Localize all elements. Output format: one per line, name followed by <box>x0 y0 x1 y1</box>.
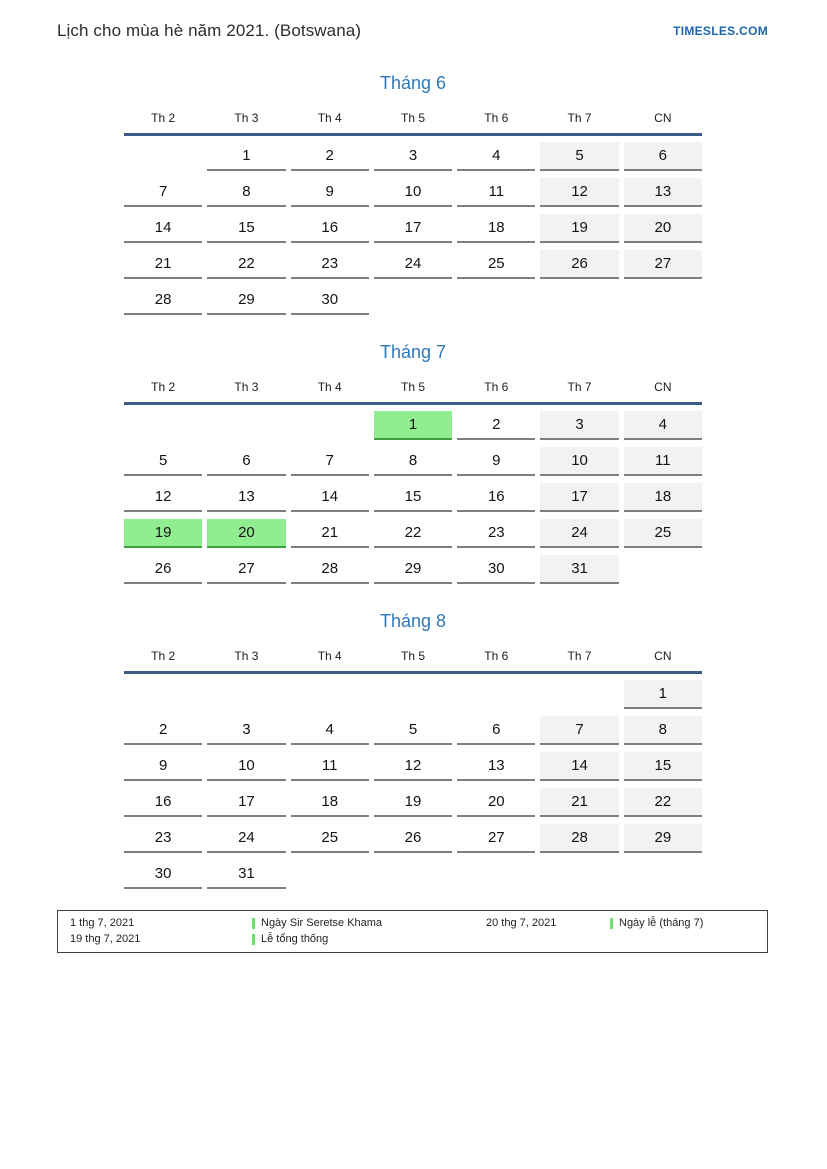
empty-cell <box>291 680 369 709</box>
day-cell: 17 <box>207 788 285 817</box>
weekday-header: Th 2 <box>151 111 176 125</box>
empty-cell <box>207 680 285 709</box>
day-cell: 10 <box>374 178 452 207</box>
empty-cell <box>540 286 618 315</box>
legend-label-text: Ngày lễ (tháng 7) <box>619 917 704 929</box>
day-cell: 29 <box>624 824 702 853</box>
empty-cell <box>374 860 452 889</box>
weekday-header: Th 2 <box>151 380 176 394</box>
day-cell: 9 <box>291 178 369 207</box>
day-cell: 31 <box>540 555 618 584</box>
weekday-header: Th 7 <box>567 380 592 394</box>
empty-cell <box>624 555 702 584</box>
day-cell: 22 <box>374 519 452 548</box>
day-cell: 29 <box>207 286 285 315</box>
month-title: Tháng 6 <box>379 73 447 93</box>
calendar <box>124 72 702 889</box>
holiday-marker-icon <box>252 934 255 945</box>
day-cell: 6 <box>207 447 285 476</box>
legend-label <box>610 932 755 946</box>
weekday-header: Th 6 <box>484 649 509 663</box>
weekday-row <box>124 111 702 125</box>
day-cell: 30 <box>457 555 535 584</box>
empty-cell <box>291 860 369 889</box>
day-cell: 7 <box>540 716 618 745</box>
day-cell: 10 <box>540 447 618 476</box>
day-cell: 14 <box>124 214 202 243</box>
day-cell: 23 <box>124 824 202 853</box>
page-title: Lịch cho mùa hè năm 2021. (Botswana) <box>57 21 362 40</box>
empty-cell <box>124 411 202 440</box>
month-title: Tháng 8 <box>379 611 447 631</box>
page-header <box>0 0 827 42</box>
day-cell: 19 <box>540 214 618 243</box>
empty-cell <box>624 860 702 889</box>
day-cell: 14 <box>291 483 369 512</box>
legend-label-text: Lễ tổng thống <box>261 933 329 945</box>
empty-cell <box>457 286 535 315</box>
empty-cell <box>207 411 285 440</box>
day-cell: 7 <box>291 447 369 476</box>
day-cell: 18 <box>457 214 535 243</box>
day-cell: 21 <box>540 788 618 817</box>
day-cell: 11 <box>291 752 369 781</box>
month-1 <box>124 72 702 315</box>
day-cell: 15 <box>207 214 285 243</box>
day-cell: 2 <box>457 411 535 440</box>
weekday-header: Th 4 <box>317 649 342 663</box>
empty-cell <box>374 680 452 709</box>
day-cell: 18 <box>291 788 369 817</box>
day-cell: 2 <box>124 716 202 745</box>
day-cell: 20 <box>624 214 702 243</box>
weekday-header: CN <box>654 111 672 125</box>
day-cell: 24 <box>374 250 452 279</box>
month-header-rule <box>124 671 702 674</box>
day-cell: 8 <box>374 447 452 476</box>
day-cell: 3 <box>540 411 618 440</box>
day-cell: 21 <box>291 519 369 548</box>
day-cell: 7 <box>124 178 202 207</box>
empty-cell <box>540 680 618 709</box>
day-cell: 26 <box>124 555 202 584</box>
day-cell: 3 <box>374 142 452 171</box>
legend-date: 20 thg 7, 2021 <box>486 917 557 929</box>
empty-cell <box>291 411 369 440</box>
weekday-row <box>124 649 702 663</box>
day-cell: 19 <box>374 788 452 817</box>
weekday-header: Th 6 <box>484 380 509 394</box>
day-cell: 27 <box>457 824 535 853</box>
legend-date: 19 thg 7, 2021 <box>70 933 141 945</box>
day-cell: 26 <box>540 250 618 279</box>
day-cell: 29 <box>374 555 452 584</box>
day-cell: 27 <box>624 250 702 279</box>
holiday-day-cell: 1 <box>374 411 452 440</box>
day-cell: 25 <box>291 824 369 853</box>
weekday-header: CN <box>654 649 672 663</box>
holiday-day-cell: 19 <box>124 519 202 548</box>
month-grid <box>124 680 702 889</box>
day-cell: 11 <box>624 447 702 476</box>
day-cell: 30 <box>124 860 202 889</box>
day-cell: 25 <box>624 519 702 548</box>
day-cell: 14 <box>540 752 618 781</box>
month-3 <box>124 610 702 889</box>
day-cell: 11 <box>457 178 535 207</box>
legend-label <box>252 916 486 930</box>
holiday-day-cell: 20 <box>207 519 285 548</box>
month-header-rule <box>124 402 702 405</box>
day-cell: 5 <box>124 447 202 476</box>
legend-label-text: Ngày Sir Seretse Khama <box>261 917 383 929</box>
day-cell: 15 <box>374 483 452 512</box>
holiday-marker-icon <box>252 918 255 929</box>
legend-label <box>252 932 486 946</box>
month-grid <box>124 411 702 584</box>
day-cell: 8 <box>207 178 285 207</box>
day-cell: 13 <box>457 752 535 781</box>
day-cell: 12 <box>124 483 202 512</box>
day-cell: 6 <box>624 142 702 171</box>
day-cell: 4 <box>457 142 535 171</box>
weekday-header: Th 4 <box>317 111 342 125</box>
empty-cell <box>124 142 202 171</box>
weekday-header: Th 7 <box>567 111 592 125</box>
weekday-header: Th 5 <box>400 111 425 125</box>
weekday-header: Th 4 <box>317 380 342 394</box>
day-cell: 4 <box>624 411 702 440</box>
day-cell: 1 <box>624 680 702 709</box>
legend-grid <box>70 916 755 946</box>
weekday-header: Th 5 <box>400 380 425 394</box>
day-cell: 25 <box>457 250 535 279</box>
day-cell: 3 <box>207 716 285 745</box>
day-cell: 20 <box>457 788 535 817</box>
site-link[interactable]: TIMESLES.COM <box>673 24 768 38</box>
legend-date: 1 thg 7, 2021 <box>70 917 135 929</box>
day-cell: 30 <box>291 286 369 315</box>
month-2 <box>124 341 702 584</box>
day-cell: 28 <box>291 555 369 584</box>
holiday-legend <box>57 910 768 953</box>
day-cell: 31 <box>207 860 285 889</box>
day-cell: 9 <box>124 752 202 781</box>
empty-cell <box>624 286 702 315</box>
day-cell: 17 <box>374 214 452 243</box>
empty-cell <box>457 680 535 709</box>
weekday-row <box>124 380 702 394</box>
legend-label <box>610 916 755 930</box>
day-cell: 24 <box>207 824 285 853</box>
day-cell: 12 <box>540 178 618 207</box>
day-cell: 22 <box>207 250 285 279</box>
day-cell: 28 <box>124 286 202 315</box>
day-cell: 13 <box>207 483 285 512</box>
day-cell: 17 <box>540 483 618 512</box>
day-cell: 4 <box>291 716 369 745</box>
day-cell: 16 <box>291 214 369 243</box>
day-cell: 28 <box>540 824 618 853</box>
empty-cell <box>457 860 535 889</box>
day-cell: 27 <box>207 555 285 584</box>
day-cell: 13 <box>624 178 702 207</box>
weekday-header: Th 3 <box>234 111 259 125</box>
day-cell: 5 <box>374 716 452 745</box>
day-cell: 8 <box>624 716 702 745</box>
empty-cell <box>374 286 452 315</box>
day-cell: 9 <box>457 447 535 476</box>
day-cell: 18 <box>624 483 702 512</box>
empty-cell <box>540 860 618 889</box>
month-title: Tháng 7 <box>379 342 447 362</box>
day-cell: 23 <box>291 250 369 279</box>
day-cell: 12 <box>374 752 452 781</box>
day-cell: 16 <box>457 483 535 512</box>
day-cell: 26 <box>374 824 452 853</box>
weekday-header: Th 2 <box>151 649 176 663</box>
weekday-header: Th 3 <box>234 649 259 663</box>
day-cell: 6 <box>457 716 535 745</box>
day-cell: 2 <box>291 142 369 171</box>
weekday-header: CN <box>654 380 672 394</box>
day-cell: 10 <box>207 752 285 781</box>
day-cell: 24 <box>540 519 618 548</box>
weekday-header: Th 5 <box>400 649 425 663</box>
month-grid <box>124 142 702 315</box>
day-cell: 16 <box>124 788 202 817</box>
month-header-rule <box>124 133 702 136</box>
empty-cell <box>124 680 202 709</box>
legend-date <box>486 932 610 946</box>
weekday-header: Th 7 <box>567 649 592 663</box>
day-cell: 1 <box>207 142 285 171</box>
weekday-header: Th 3 <box>234 380 259 394</box>
day-cell: 15 <box>624 752 702 781</box>
day-cell: 22 <box>624 788 702 817</box>
day-cell: 5 <box>540 142 618 171</box>
day-cell: 21 <box>124 250 202 279</box>
day-cell: 23 <box>457 519 535 548</box>
holiday-marker-icon <box>610 918 613 929</box>
weekday-header: Th 6 <box>484 111 509 125</box>
